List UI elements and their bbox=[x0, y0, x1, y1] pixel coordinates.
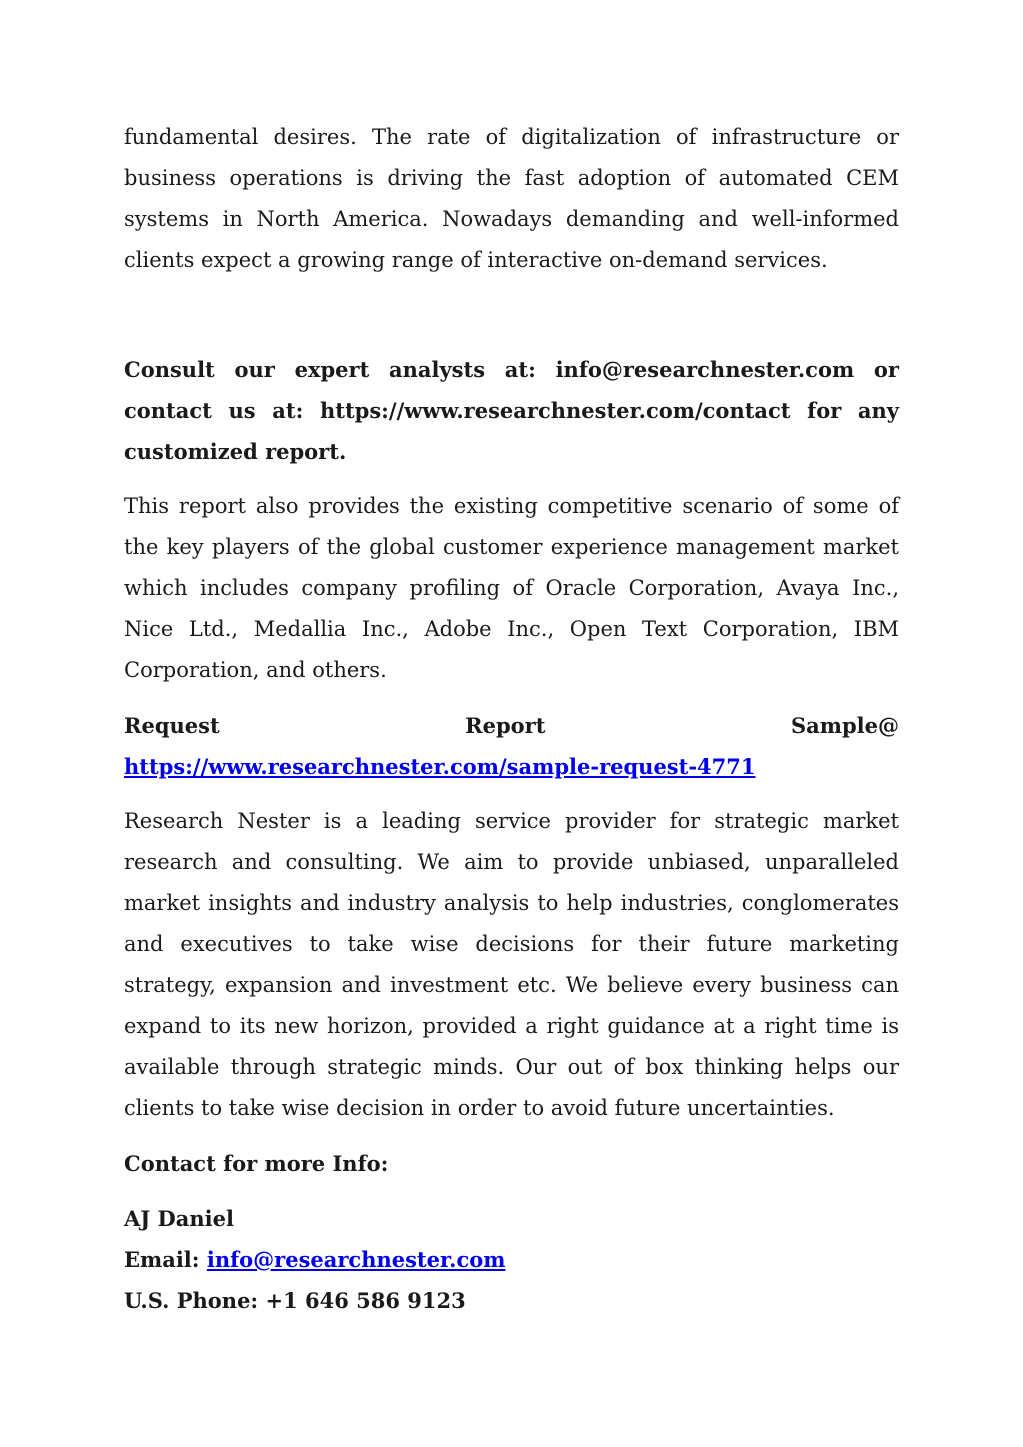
about-paragraph: Research Nester is a leading service provider for strategic market research and consulting. We aim to provide unbiased, unparalleled market insights and industry analysis to help industries, conglomerates and executives to take wise decisions for their future marketing strategy, expansion and investment etc. We believe every business can expand to its new horizon, provided a right guidance at a right time is available through strategic minds. Our out of box thinking helps our clients to take wise decision in order to avoid future uncertainties. bbox=[124, 809, 899, 1120]
email-link[interactable]: info@researchnester.com bbox=[206, 1247, 506, 1272]
phone-number: +1 646 586 9123 bbox=[265, 1288, 466, 1313]
document-page bbox=[124, 117, 899, 1321]
contact-phone-line bbox=[124, 1280, 899, 1321]
request-word: Request bbox=[124, 713, 220, 738]
contact-email-line bbox=[124, 1239, 899, 1280]
email-label: Email: bbox=[124, 1247, 207, 1272]
report-word: Report bbox=[465, 713, 546, 738]
contact-details bbox=[124, 1198, 899, 1321]
phone-label: U.S. Phone: bbox=[124, 1288, 266, 1313]
sample-request-link[interactable]: https://www.researchnester.com/sample-request-4771 bbox=[124, 754, 756, 779]
contact-name: AJ Daniel bbox=[124, 1206, 234, 1231]
intro-paragraph: fundamental desires. The rate of digitalization of infrastructure or business operations is driving the fast adoption of automated CEM systems in North America. Nowadays demanding and well-informed clients expect a growing range of interactive on-demand services. bbox=[124, 125, 899, 272]
request-sample-heading bbox=[124, 705, 899, 746]
sample-word: Sample@ bbox=[790, 713, 899, 738]
competitive-paragraph: This report also provides the existing competitive scenario of some of the key players of the global customer experience management market which includes company profiling of Oracle Corporation, Avaya Inc., Nice Ltd., Medallia Inc., Adobe Inc., Open Text Corporation, IBM Corporation, and others. bbox=[124, 494, 899, 682]
request-sample-block bbox=[124, 705, 899, 787]
contact-heading: Contact for more Info: bbox=[124, 1151, 389, 1176]
consult-paragraph: Consult our expert analysts at: info@researchnester.com or contact us at: https://www.researchnester.com/contact for any customized report. bbox=[124, 357, 899, 464]
